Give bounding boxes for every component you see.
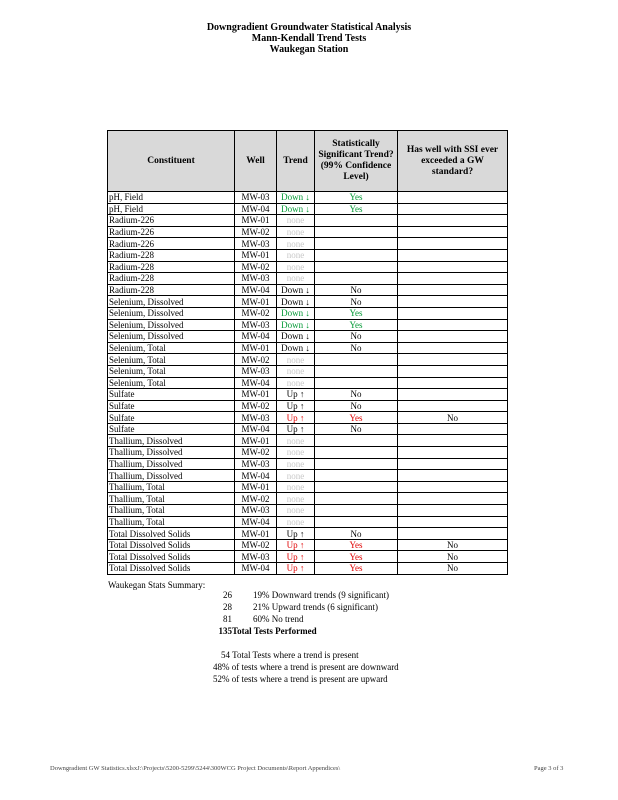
ssi-cell [398, 192, 508, 204]
col-header-ssi: Has well with SSI ever exceeded a GW standard? [398, 131, 508, 192]
significant-cell [315, 226, 398, 238]
table-row [108, 516, 508, 528]
table-row [108, 273, 508, 285]
constituent-cell: Radium-228 [108, 261, 235, 273]
report-title: Downgradient Groundwater Statistical Analysis [206, 22, 412, 33]
well-cell: MW-01 [235, 249, 277, 261]
constituent-cell: Total Dissolved Solids [108, 551, 235, 563]
ssi-cell [398, 284, 508, 296]
constituent-cell: Selenium, Total [108, 354, 235, 366]
trend-cell: Up ↑ [277, 551, 315, 563]
upward-count: 28 [223, 602, 232, 612]
trend-cell: none [277, 261, 315, 273]
constituent-cell: pH, Field [108, 192, 235, 204]
significant-cell [315, 249, 398, 261]
well-cell: MW-03 [235, 412, 277, 424]
well-cell: MW-03 [235, 551, 277, 563]
ssi-cell [398, 516, 508, 528]
significant-cell: No [315, 423, 398, 435]
ssi-cell [398, 458, 508, 470]
significant-cell [315, 505, 398, 517]
ssi-cell [398, 400, 508, 412]
constituent-cell: Thallium, Dissolved [108, 458, 235, 470]
ssi-cell [398, 505, 508, 517]
significant-cell [315, 354, 398, 366]
table-row [108, 481, 508, 493]
significant-cell [315, 365, 398, 377]
well-cell: MW-03 [235, 238, 277, 250]
significant-cell: Yes [315, 539, 398, 551]
constituent-cell: Selenium, Total [108, 377, 235, 389]
table-row [108, 342, 508, 354]
trend-present-line: 54 Total Tests where a trend is present [221, 650, 359, 660]
significant-cell: Yes [315, 203, 398, 215]
upward-text: 21% Upward trends (6 significant) [253, 602, 378, 612]
station-name: Waukegan Station [269, 44, 349, 55]
significant-cell: No [315, 296, 398, 308]
well-cell: MW-03 [235, 505, 277, 517]
trend-cell: Down ↓ [277, 203, 315, 215]
trend-cell: none [277, 226, 315, 238]
ssi-cell [398, 481, 508, 493]
footer-file-path: Downgradient GW Statistics.xlsxJ:\Projects\5200-5299\5244\300WCG Project Documents\Report Appendices\ [50, 765, 341, 772]
trend-cell: Up ↑ [277, 563, 315, 575]
significant-cell: No [315, 342, 398, 354]
table-row [108, 493, 508, 505]
ssi-cell [398, 493, 508, 505]
well-cell: MW-02 [235, 354, 277, 366]
table-row [108, 296, 508, 308]
significant-cell [315, 435, 398, 447]
trend-cell: Down ↓ [277, 342, 315, 354]
ssi-cell [398, 307, 508, 319]
trend-cell: none [277, 215, 315, 227]
total-count: 135 [218, 626, 232, 636]
table-row [108, 238, 508, 250]
well-cell: MW-03 [235, 319, 277, 331]
constituent-cell: Radium-228 [108, 284, 235, 296]
trend-cell: none [277, 435, 315, 447]
constituent-cell: Radium-226 [108, 226, 235, 238]
trend-cell: none [277, 354, 315, 366]
significant-cell [315, 447, 398, 459]
constituent-cell: Thallium, Total [108, 481, 235, 493]
table-row [108, 226, 508, 238]
table-row [108, 319, 508, 331]
constituent-cell: Total Dissolved Solids [108, 539, 235, 551]
col-header-trend: Trend [277, 131, 315, 192]
well-cell: MW-01 [235, 296, 277, 308]
ssi-cell [398, 354, 508, 366]
trend-cell: Up ↑ [277, 528, 315, 540]
trend-cell: Down ↓ [277, 192, 315, 204]
well-cell: MW-02 [235, 493, 277, 505]
well-cell: MW-03 [235, 365, 277, 377]
table-row [108, 470, 508, 482]
table-row [108, 192, 508, 204]
well-cell: MW-04 [235, 284, 277, 296]
well-cell: MW-01 [235, 528, 277, 540]
table-row [108, 354, 508, 366]
report-header [0, 22, 618, 55]
constituent-cell: Thallium, Dissolved [108, 470, 235, 482]
ssi-cell [398, 423, 508, 435]
well-cell: MW-04 [235, 423, 277, 435]
ssi-cell [398, 470, 508, 482]
constituent-cell: Thallium, Total [108, 516, 235, 528]
trend-cell: none [277, 447, 315, 459]
significant-cell: No [315, 331, 398, 343]
trend-cell: Up ↑ [277, 539, 315, 551]
total-text: Total Tests Performed [232, 626, 317, 636]
trend-cell: none [277, 249, 315, 261]
significant-cell: No [315, 400, 398, 412]
significant-cell [315, 215, 398, 227]
well-cell: MW-03 [235, 273, 277, 285]
constituent-cell: Total Dissolved Solids [108, 563, 235, 575]
table-row [108, 551, 508, 563]
trend-cell: Up ↑ [277, 423, 315, 435]
well-cell: MW-04 [235, 516, 277, 528]
significant-cell: Yes [315, 563, 398, 575]
trend-cell: none [277, 505, 315, 517]
well-cell: MW-04 [235, 203, 277, 215]
ssi-cell [398, 389, 508, 401]
significant-cell [315, 481, 398, 493]
significant-cell: Yes [315, 412, 398, 424]
trend-cell: none [277, 377, 315, 389]
constituent-cell: Thallium, Dissolved [108, 435, 235, 447]
significant-cell [315, 273, 398, 285]
table-row [108, 203, 508, 215]
ssi-cell: No [398, 412, 508, 424]
constituent-cell: Selenium, Dissolved [108, 296, 235, 308]
trend-cell: Up ↑ [277, 400, 315, 412]
ssi-cell [398, 215, 508, 227]
significant-cell: No [315, 528, 398, 540]
significant-cell: Yes [315, 192, 398, 204]
ssi-cell [398, 435, 508, 447]
trend-cell: Up ↑ [277, 412, 315, 424]
pct-upward-line: 52% of tests where a trend is present are upward [213, 674, 388, 684]
constituent-cell: Sulfate [108, 423, 235, 435]
trend-cell: none [277, 493, 315, 505]
ssi-cell [398, 203, 508, 215]
well-cell: MW-02 [235, 539, 277, 551]
significant-cell [315, 261, 398, 273]
table-row [108, 423, 508, 435]
trend-cell: none [277, 238, 315, 250]
ssi-cell [398, 331, 508, 343]
well-cell: MW-02 [235, 307, 277, 319]
significant-cell: Yes [315, 307, 398, 319]
table-row [108, 331, 508, 343]
table-row [108, 458, 508, 470]
trend-cell: none [277, 365, 315, 377]
ssi-cell [398, 238, 508, 250]
trend-table [107, 130, 508, 575]
table-row [108, 377, 508, 389]
constituent-cell: Selenium, Dissolved [108, 319, 235, 331]
ssi-cell [398, 296, 508, 308]
col-header-significant: Statistically Significant Trend? (99% Confidence Level) [315, 131, 398, 192]
table-row [108, 215, 508, 227]
well-cell: MW-04 [235, 331, 277, 343]
trend-cell: Down ↓ [277, 296, 315, 308]
constituent-cell: Selenium, Dissolved [108, 307, 235, 319]
ssi-cell: No [398, 551, 508, 563]
ssi-cell [398, 319, 508, 331]
constituent-cell: Radium-226 [108, 238, 235, 250]
well-cell: MW-04 [235, 470, 277, 482]
col-header-constituent: Constituent [108, 131, 235, 192]
significant-cell [315, 470, 398, 482]
table-row [108, 307, 508, 319]
significant-cell [315, 493, 398, 505]
constituent-cell: Thallium, Total [108, 493, 235, 505]
table-row [108, 412, 508, 424]
table-header-row [108, 131, 508, 192]
trend-cell: none [277, 481, 315, 493]
ssi-cell [398, 447, 508, 459]
trend-cell: none [277, 273, 315, 285]
significant-cell: No [315, 389, 398, 401]
well-cell: MW-01 [235, 342, 277, 354]
well-cell: MW-04 [235, 563, 277, 575]
well-cell: MW-02 [235, 261, 277, 273]
trend-cell: Down ↓ [277, 307, 315, 319]
well-cell: MW-03 [235, 192, 277, 204]
table-row [108, 365, 508, 377]
table-row [108, 284, 508, 296]
table-row [108, 528, 508, 540]
downward-count: 26 [223, 590, 232, 600]
table-body [108, 192, 508, 575]
footer-page-number: Page 3 of 3 [534, 765, 564, 772]
well-cell: MW-01 [235, 389, 277, 401]
significant-cell: Yes [315, 551, 398, 563]
pct-downward-line: 48% of tests where a trend is present are downward [213, 662, 399, 672]
well-cell: MW-01 [235, 215, 277, 227]
ssi-cell [398, 342, 508, 354]
no-trend-count: 81 [223, 614, 232, 624]
table-row [108, 563, 508, 575]
col-header-well: Well [235, 131, 277, 192]
ssi-cell [398, 249, 508, 261]
summary-label: Waukegan Stats Summary: [108, 580, 206, 590]
ssi-cell [398, 261, 508, 273]
constituent-cell: Thallium, Total [108, 505, 235, 517]
trend-cell: none [277, 470, 315, 482]
significant-cell: No [315, 284, 398, 296]
well-cell: MW-04 [235, 377, 277, 389]
ssi-cell [398, 365, 508, 377]
trend-cell: none [277, 516, 315, 528]
constituent-cell: Radium-228 [108, 273, 235, 285]
ssi-cell [398, 377, 508, 389]
ssi-cell [398, 528, 508, 540]
table-row [108, 539, 508, 551]
constituent-cell: Thallium, Dissolved [108, 447, 235, 459]
well-cell: MW-01 [235, 435, 277, 447]
trend-cell: Down ↓ [277, 319, 315, 331]
constituent-cell: pH, Field [108, 203, 235, 215]
downward-text: 19% Downward trends (9 significant) [253, 590, 389, 600]
ssi-cell [398, 226, 508, 238]
well-cell: MW-02 [235, 226, 277, 238]
ssi-cell [398, 273, 508, 285]
report-subtitle: Mann-Kendall Trend Tests [251, 33, 367, 44]
constituent-cell: Selenium, Dissolved [108, 331, 235, 343]
table-row [108, 400, 508, 412]
significant-cell: Yes [315, 319, 398, 331]
significant-cell [315, 238, 398, 250]
trend-cell: none [277, 458, 315, 470]
table-row [108, 435, 508, 447]
well-cell: MW-02 [235, 400, 277, 412]
significant-cell [315, 377, 398, 389]
table-row [108, 389, 508, 401]
table-row [108, 261, 508, 273]
well-cell: MW-01 [235, 481, 277, 493]
ssi-cell: No [398, 563, 508, 575]
constituent-cell: Total Dissolved Solids [108, 528, 235, 540]
constituent-cell: Sulfate [108, 412, 235, 424]
no-trend-text: 60% No trend [253, 614, 304, 624]
constituent-cell: Radium-228 [108, 249, 235, 261]
constituent-cell: Radium-226 [108, 215, 235, 227]
trend-cell: Down ↓ [277, 331, 315, 343]
well-cell: MW-02 [235, 447, 277, 459]
table-row [108, 505, 508, 517]
constituent-cell: Sulfate [108, 400, 235, 412]
constituent-cell: Selenium, Total [108, 365, 235, 377]
table-row [108, 447, 508, 459]
trend-cell: Down ↓ [277, 284, 315, 296]
table-row [108, 249, 508, 261]
ssi-cell: No [398, 539, 508, 551]
constituent-cell: Selenium, Total [108, 342, 235, 354]
well-cell: MW-03 [235, 458, 277, 470]
significant-cell [315, 516, 398, 528]
constituent-cell: Sulfate [108, 389, 235, 401]
trend-cell: Up ↑ [277, 389, 315, 401]
significant-cell [315, 458, 398, 470]
